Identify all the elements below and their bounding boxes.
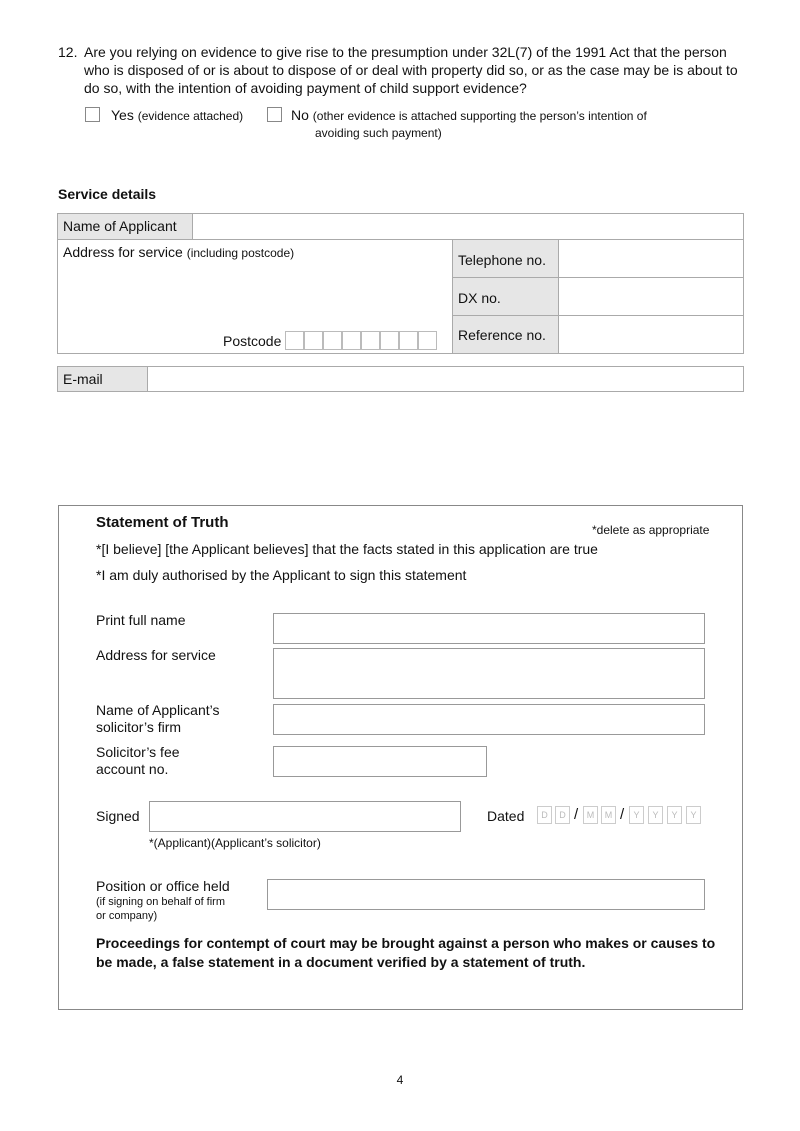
fee-account-label-line1: Solicitor’s fee bbox=[96, 744, 180, 760]
postcode-char-box[interactable] bbox=[380, 331, 399, 350]
name-of-applicant-label-cell bbox=[57, 213, 193, 240]
belief-statement: *[I believe] [the Applicant believes] that the facts stated in this application are true bbox=[96, 541, 598, 557]
position-field[interactable] bbox=[267, 879, 705, 910]
email-label: E-mail bbox=[63, 371, 103, 387]
email-field[interactable] bbox=[147, 366, 744, 392]
date-separator: / bbox=[620, 806, 625, 823]
date-day-box[interactable]: D bbox=[555, 806, 570, 824]
solicitor-firm-label bbox=[96, 702, 219, 736]
delete-as-appropriate-note: *delete as appropriate bbox=[592, 523, 710, 537]
postcode-char-box[interactable] bbox=[285, 331, 304, 350]
date-year-box[interactable]: Y bbox=[648, 806, 663, 824]
yes-label: Yes bbox=[111, 107, 134, 123]
name-of-applicant-field[interactable] bbox=[192, 213, 744, 240]
sot-address-label: Address for service bbox=[96, 647, 216, 663]
date-separator: / bbox=[574, 806, 579, 823]
no-checkbox[interactable] bbox=[267, 107, 282, 122]
solicitor-firm-label-line2: solicitor’s firm bbox=[96, 719, 182, 735]
authorisation-statement: *I am duly authorised by the Applicant to sign this statement bbox=[96, 567, 467, 583]
date-year-box[interactable]: Y bbox=[686, 806, 701, 824]
date-day-box[interactable]: D bbox=[537, 806, 552, 824]
postcode-char-box[interactable] bbox=[323, 331, 342, 350]
dx-field[interactable] bbox=[558, 277, 744, 316]
page-number: 4 bbox=[396, 1073, 404, 1087]
position-label bbox=[96, 878, 230, 923]
no-option-label bbox=[291, 107, 647, 123]
signed-label: Signed bbox=[96, 808, 140, 824]
fee-account-label-line2: account no. bbox=[96, 761, 169, 777]
yes-sub-label: (evidence attached) bbox=[137, 109, 244, 123]
no-sub-label-line2: avoiding such payment) bbox=[315, 126, 442, 140]
statement-of-truth-title: Statement of Truth bbox=[96, 514, 229, 531]
dx-label-cell bbox=[452, 277, 559, 316]
question-text: Are you relying on evidence to give rise to the presumption under 32L(7) of the 1991 Act that the person who is disposed of or is about to dispose of or deal with property did so, or as the case may be is about to do so, with the intention of avoiding payment of child support evidence? bbox=[84, 44, 738, 96]
name-of-applicant-label: Name of Applicant bbox=[63, 218, 177, 234]
position-label-text: Position or office held bbox=[96, 878, 230, 894]
postcode-char-box[interactable] bbox=[304, 331, 323, 350]
position-sub-line1: (if signing on behalf of firm bbox=[96, 896, 226, 908]
postcode-label: Postcode bbox=[223, 333, 282, 349]
print-full-name-field[interactable] bbox=[273, 613, 705, 644]
telephone-label: Telephone no. bbox=[458, 252, 546, 268]
solicitor-firm-label-line1: Name of Applicant’s bbox=[96, 702, 220, 718]
date-year-box[interactable]: Y bbox=[629, 806, 644, 824]
yes-checkbox[interactable] bbox=[85, 107, 100, 122]
fee-account-label bbox=[96, 744, 180, 778]
service-details-heading: Service details bbox=[58, 186, 157, 202]
question-number: 12. bbox=[58, 44, 78, 60]
signed-sub-label: *(Applicant)(Applicant’s solicitor) bbox=[149, 836, 321, 850]
email-label-cell bbox=[57, 366, 148, 392]
telephone-label-cell bbox=[452, 239, 559, 278]
solicitor-firm-field[interactable] bbox=[273, 704, 705, 735]
date-month-box[interactable]: M bbox=[601, 806, 616, 824]
sot-address-field[interactable] bbox=[273, 648, 705, 699]
telephone-field[interactable] bbox=[558, 239, 744, 278]
reference-field[interactable] bbox=[558, 315, 744, 354]
date-year-box[interactable]: Y bbox=[667, 806, 682, 824]
postcode-char-box[interactable] bbox=[342, 331, 361, 350]
position-sub-line2: or company) bbox=[96, 910, 158, 922]
signature-field[interactable] bbox=[149, 801, 461, 832]
postcode-char-box[interactable] bbox=[361, 331, 380, 350]
reference-label-cell bbox=[452, 315, 559, 354]
date-month-box[interactable]: M bbox=[583, 806, 598, 824]
print-full-name-label: Print full name bbox=[96, 612, 186, 628]
postcode-char-box[interactable] bbox=[418, 331, 437, 350]
address-for-service-label bbox=[63, 244, 294, 260]
fee-account-field[interactable] bbox=[273, 746, 487, 777]
reference-label: Reference no. bbox=[458, 327, 546, 343]
address-label-sub: (including postcode) bbox=[186, 246, 295, 260]
no-sub-label-line1: (other evidence is attached supporting the person’s intention of bbox=[312, 109, 647, 123]
postcode-char-box[interactable] bbox=[399, 331, 418, 350]
address-label-text: Address for service bbox=[63, 244, 183, 260]
contempt-warning: Proceedings for contempt of court may be brought against a person who makes or causes to be made, a false statement in a document verified by a statement of truth. bbox=[96, 935, 716, 970]
dx-label: DX no. bbox=[458, 290, 501, 306]
no-label: No bbox=[291, 107, 309, 123]
yes-option-label bbox=[111, 107, 243, 123]
dated-label: Dated bbox=[487, 808, 525, 824]
